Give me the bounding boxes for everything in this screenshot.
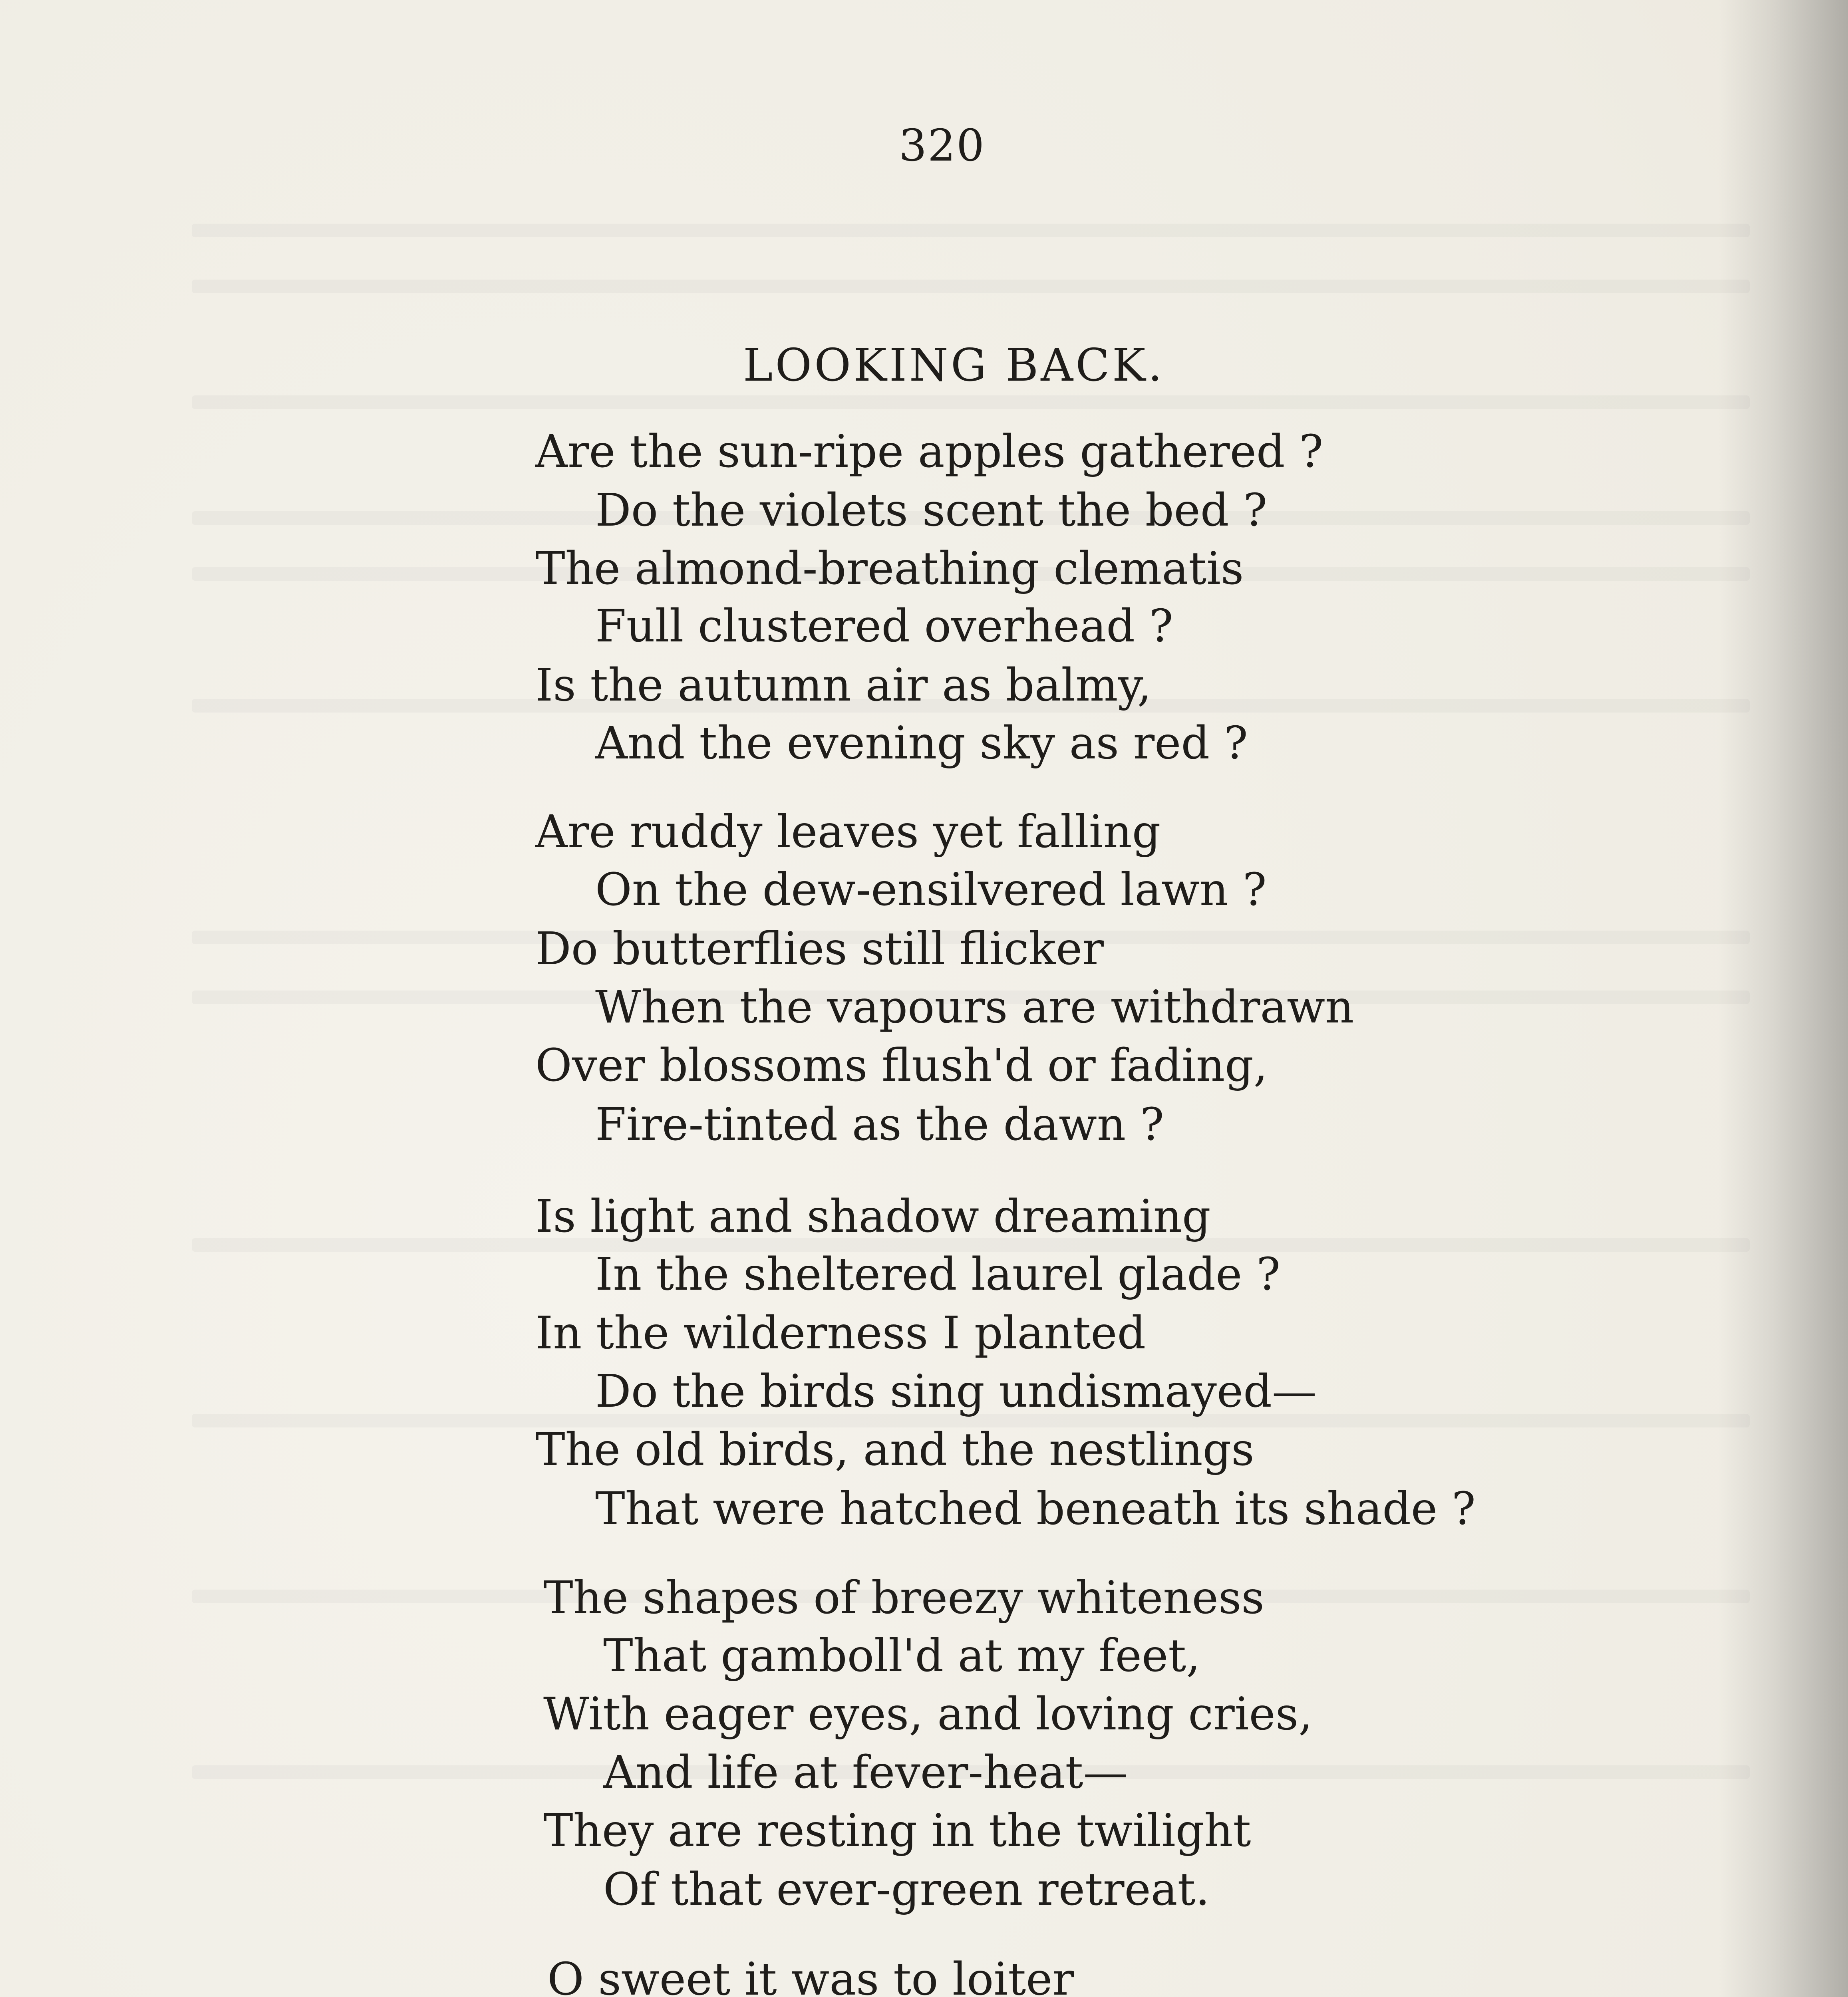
poem-line: Are the sun-ripe apples gathered ?: [535, 426, 1323, 478]
poem-line: On the dew-ensilvered lawn ?: [595, 864, 1267, 916]
poem-line: O sweet it was to loiter: [547, 1953, 1074, 1997]
poem-line: And life at fever-heat—: [603, 1747, 1128, 1798]
poem-line: Do butterflies still flicker: [535, 923, 1104, 975]
poem-line: Of that ever-green retreat.: [603, 1864, 1210, 1916]
poem-line: Do the violets scent the bed ?: [595, 484, 1268, 536]
poem-line: Are ruddy leaves yet falling: [535, 806, 1161, 858]
poem-line: The almond-breathing clematis: [535, 543, 1244, 595]
page-number: 320: [899, 120, 985, 171]
poem-line: Over blossoms flush'd or fading,: [535, 1040, 1268, 1092]
poem-line: That were hatched beneath its shade ?: [595, 1483, 1476, 1535]
poem-line: In the wilderness I planted: [535, 1307, 1146, 1359]
poem-line: They are resting in the twilight: [543, 1805, 1251, 1857]
poem-line: Is light and shadow dreaming: [535, 1191, 1211, 1243]
poem-line: That gamboll'd at my feet,: [603, 1630, 1200, 1682]
poem-line: Do the birds sing undismayed—: [595, 1366, 1317, 1417]
poem-line: The shapes of breezy whiteness: [543, 1572, 1264, 1624]
poem-line: In the sheltered laurel glade ?: [595, 1249, 1280, 1300]
poem-line: Fire-tinted as the dawn ?: [595, 1099, 1164, 1151]
poem-line: Is the autumn air as balmy,: [535, 659, 1152, 711]
poem-line: Full clustered overhead ?: [595, 600, 1173, 652]
poem-line: When the vapours are withdrawn: [595, 981, 1354, 1033]
poem-line: With eager eyes, and loving cries,: [543, 1688, 1313, 1740]
poem-line: And the evening sky as red ?: [595, 717, 1248, 769]
poem-title: LOOKING BACK.: [743, 339, 1165, 391]
poem-line: The old birds, and the nestlings: [535, 1424, 1254, 1476]
